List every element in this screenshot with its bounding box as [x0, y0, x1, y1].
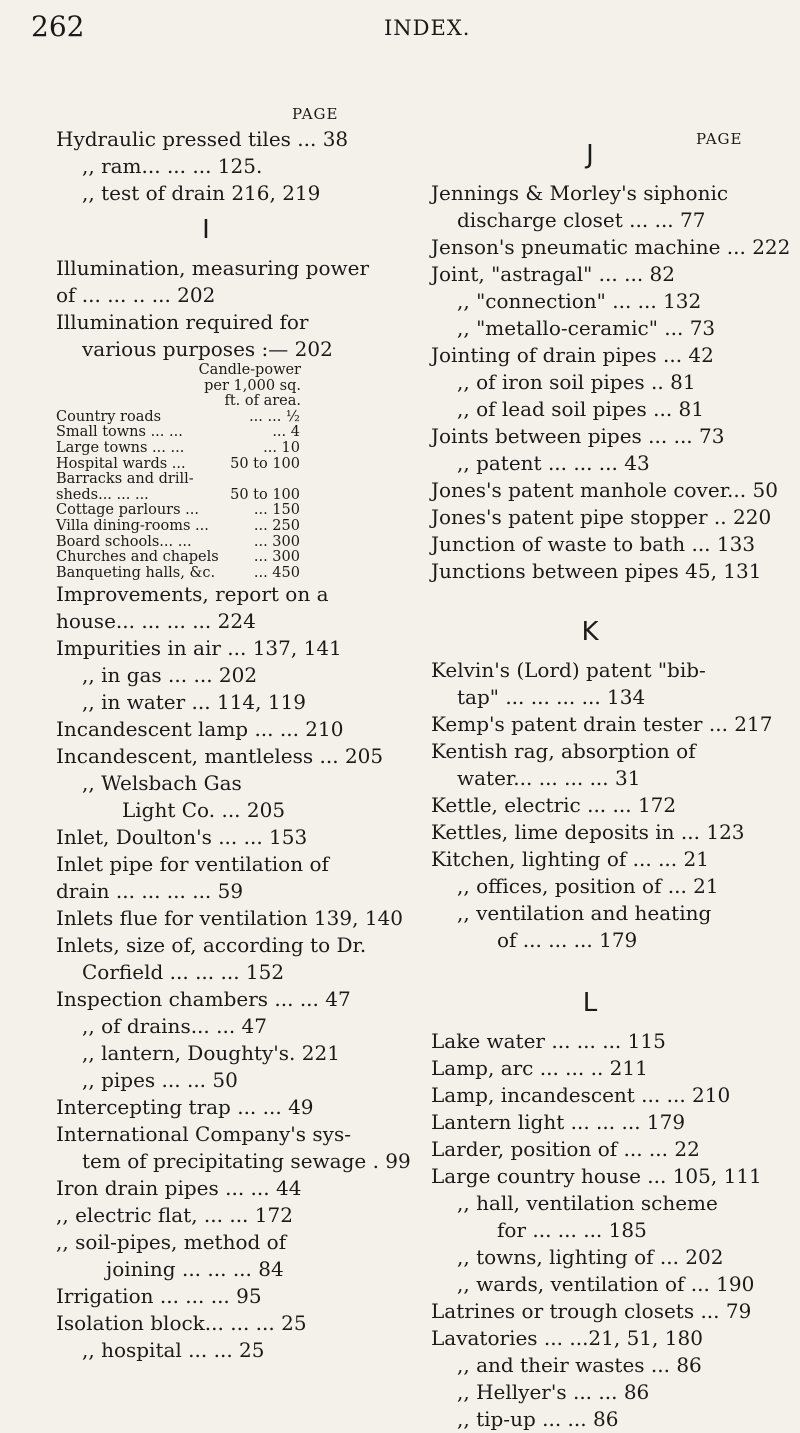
- index-entry: of ... ... ... 179: [497, 928, 638, 952]
- index-entry: various purposes :— 202: [82, 337, 333, 361]
- index-entry: ,, lantern, Doughty's. 221: [82, 1041, 340, 1066]
- index-entry: for ... ... ... 185: [497, 1218, 647, 1242]
- index-entry: ,, of iron soil pipes .. 81: [457, 370, 696, 394]
- index-entry: Junctions between pipes 45, 131: [431, 559, 762, 583]
- section-letter-j: J: [586, 140, 594, 170]
- section-letter-i: I: [202, 215, 210, 245]
- index-entry: house... ... ... ... 224: [56, 609, 256, 634]
- index-entry: Jointing of drain pipes ... 42: [431, 343, 714, 367]
- table-cell-value: ... 10: [263, 439, 300, 456]
- index-entry: Lantern light ... ... ... 179: [431, 1110, 686, 1134]
- index-entry: ,, Hellyer's ... ... 86: [457, 1380, 650, 1404]
- index-entry: Light Co. ... 205: [122, 798, 286, 823]
- table-cell-value: ... 150: [253, 502, 300, 519]
- table-row: [56, 503, 356, 519]
- index-entry: ,, soil-pipes, method of: [56, 1230, 287, 1255]
- index-entry: Joint, "astragal" ... ... 82: [431, 262, 675, 286]
- index-entry: Lavatories ... ...21, 51, 180: [431, 1326, 703, 1350]
- index-entry: ,, patent ... ... ... 43: [457, 451, 650, 475]
- table-cell-label: Hospital wards ...: [56, 455, 186, 472]
- index-column-right: [431, 104, 791, 1433]
- index-entry: Jenson's pneumatic machine ... 222: [431, 235, 791, 259]
- index-entry: Junction of waste to bath ... 133: [431, 532, 756, 556]
- table-row: [56, 472, 356, 488]
- index-entry: joining ... ... ... 84: [106, 1257, 284, 1282]
- index-entry: Kettle, electric ... ... 172: [431, 793, 677, 817]
- table-cell-label: Villa dining-rooms ...: [56, 517, 209, 534]
- index-entry: ,, electric flat, ... ... 172: [56, 1203, 293, 1228]
- index-entry: Kelvin's (Lord) patent "bib-: [431, 658, 706, 682]
- table-header: ft. of area.: [224, 393, 301, 410]
- table-row: [56, 410, 356, 426]
- index-entry: ,, tip-up ... ... 86: [457, 1407, 619, 1431]
- table-cell-label: Large towns ... ...: [56, 439, 185, 456]
- table-cell-label: Churches and chapels: [56, 549, 219, 566]
- table-row: [56, 535, 356, 551]
- table-cell-value: ... 250: [253, 517, 300, 534]
- table-cell-value: 50 to 100: [230, 486, 300, 503]
- page-column-label-left: PAGE: [292, 105, 339, 123]
- index-column-left: [56, 104, 411, 1364]
- index-entry: Improvements, report on a: [56, 582, 329, 607]
- index-entry: Inspection chambers ... ... 47: [56, 987, 351, 1012]
- index-entry: Kentish rag, absorption of: [431, 739, 696, 763]
- page-column-label-right: PAGE: [696, 130, 743, 148]
- index-entry: Incandescent, mantleless ... 205: [56, 744, 384, 769]
- table-cell-value: 50 to 100: [230, 455, 300, 472]
- index-entry: discharge closet ... ... 77: [457, 208, 706, 232]
- index-entry: ,, and their wastes ... 86: [457, 1353, 702, 1377]
- index-entry: Kemp's patent drain tester ... 217: [431, 712, 773, 736]
- index-entry: Large country house ... 105, 111: [431, 1164, 762, 1188]
- index-entry: Hydraulic pressed tiles ... 38: [56, 127, 349, 151]
- page-number: 262: [31, 10, 85, 43]
- table-cell-value: ... 300: [253, 533, 300, 550]
- index-entry: water... ... ... ... 31: [457, 766, 641, 790]
- index-entry: Illumination required for: [56, 310, 309, 334]
- index-entry: tem of precipitating sewage . 99: [82, 1149, 411, 1174]
- index-entry: Jones's patent pipe stopper .. 220: [431, 505, 772, 529]
- index-entry: Inlet pipe for ventilation of: [56, 852, 329, 877]
- table-row: [56, 425, 356, 441]
- table-row: [56, 457, 356, 473]
- index-entry: ,, offices, position of ... 21: [457, 874, 719, 898]
- table-cell-label: Small towns ... ...: [56, 424, 183, 441]
- running-head: INDEX.: [384, 16, 471, 40]
- index-entry: Kitchen, lighting of ... ... 21: [431, 847, 709, 871]
- index-entry: Incandescent lamp ... ... 210: [56, 717, 344, 742]
- index-entry: ,, "metallo-ceramic" ... 73: [457, 316, 716, 340]
- index-entry: Lake water ... ... ... 115: [431, 1029, 666, 1053]
- table-cell-label: Board schools... ...: [56, 533, 192, 550]
- index-entry: ,, in water ... 114, 119: [82, 690, 307, 715]
- section-letter-l: L: [582, 988, 598, 1018]
- index-entry: ,, Welsbach Gas: [82, 771, 242, 796]
- table-header: per 1,000 sq.: [204, 377, 301, 394]
- table-cell-label: Country roads: [56, 408, 162, 425]
- index-entry: International Company's sys-: [56, 1122, 351, 1147]
- index-entry: Joints between pipes ... ... 73: [431, 424, 725, 448]
- index-entry: ,, of drains... ... 47: [82, 1014, 268, 1039]
- index-entry: ,, ventilation and heating: [457, 901, 712, 925]
- index-entry: Iron drain pipes ... ... 44: [56, 1176, 302, 1201]
- index-entry: Kettles, lime deposits in ... 123: [431, 820, 745, 844]
- index-entry: ,, in gas ... ... 202: [82, 663, 258, 688]
- table-cell-value: ... 300: [253, 549, 300, 566]
- table-row: [56, 550, 356, 566]
- table-header: Candle-power: [198, 362, 301, 378]
- table-cell-label: sheds... ... ...: [56, 486, 149, 503]
- candle-power-table: [56, 363, 356, 581]
- index-entry: Larder, position of ... ... 22: [431, 1137, 700, 1161]
- section-letter-k: K: [581, 617, 599, 647]
- index-entry: Illumination, measuring power: [56, 256, 370, 280]
- index-entry: ,, "connection" ... ... 132: [457, 289, 702, 313]
- index-entry: Irrigation ... ... ... 95: [56, 1284, 262, 1309]
- table-cell-value: ... 4: [272, 424, 300, 441]
- index-entry: Jennings & Morley's siphonic: [431, 181, 729, 205]
- table-row: [56, 566, 356, 582]
- index-entry: Inlets flue for ventilation 139, 140: [56, 906, 403, 931]
- index-entry: of ... ... .. ... 202: [56, 283, 216, 307]
- index-entry: ,, towns, lighting of ... 202: [457, 1245, 724, 1269]
- index-entry: Inlet, Doulton's ... ... 153: [56, 825, 308, 850]
- table-row: [56, 519, 356, 535]
- index-entry: Impurities in air ... 137, 141: [56, 636, 342, 661]
- index-entry: tap" ... ... ... ... 134: [457, 685, 646, 709]
- index-entry: ,, wards, ventilation of ... 190: [457, 1272, 755, 1296]
- table-cell-label: Banqueting halls, &c.: [56, 564, 216, 581]
- index-entry: Corfield ... ... ... 152: [82, 960, 285, 985]
- index-entry: ,, test of drain 216, 219: [82, 181, 321, 205]
- index-entry: Lamp, incandescent ... ... 210: [431, 1083, 731, 1107]
- index-entry: Latrines or trough closets ... 79: [431, 1299, 752, 1323]
- index-entry: Jones's patent manhole cover... 50: [431, 478, 778, 502]
- index-entry: ,, hall, ventilation scheme: [457, 1191, 718, 1215]
- index-entry: drain ... ... ... ... 59: [56, 879, 244, 904]
- table-cell-label: Cottage parlours ...: [56, 502, 199, 519]
- index-entry: ,, of lead soil pipes ... 81: [457, 397, 704, 421]
- index-entry: Isolation block... ... ... 25: [56, 1311, 307, 1336]
- table-row: [56, 488, 356, 504]
- table-cell-label: Barracks and drill-: [56, 471, 194, 488]
- index-entry: Lamp, arc ... ... .. 211: [431, 1056, 648, 1080]
- index-entry: ,, hospital ... ... 25: [82, 1338, 265, 1363]
- index-entry: ,, ram... ... ... 125.: [82, 154, 263, 178]
- table-cell-value: ... 450: [253, 564, 300, 581]
- table-row: [56, 441, 356, 457]
- index-entry: Intercepting trap ... ... 49: [56, 1095, 314, 1120]
- index-entry: Inlets, size of, according to Dr.: [56, 933, 367, 958]
- table-cell-value: ... ... ½: [249, 408, 300, 425]
- index-entry: ,, pipes ... ... 50: [82, 1068, 238, 1093]
